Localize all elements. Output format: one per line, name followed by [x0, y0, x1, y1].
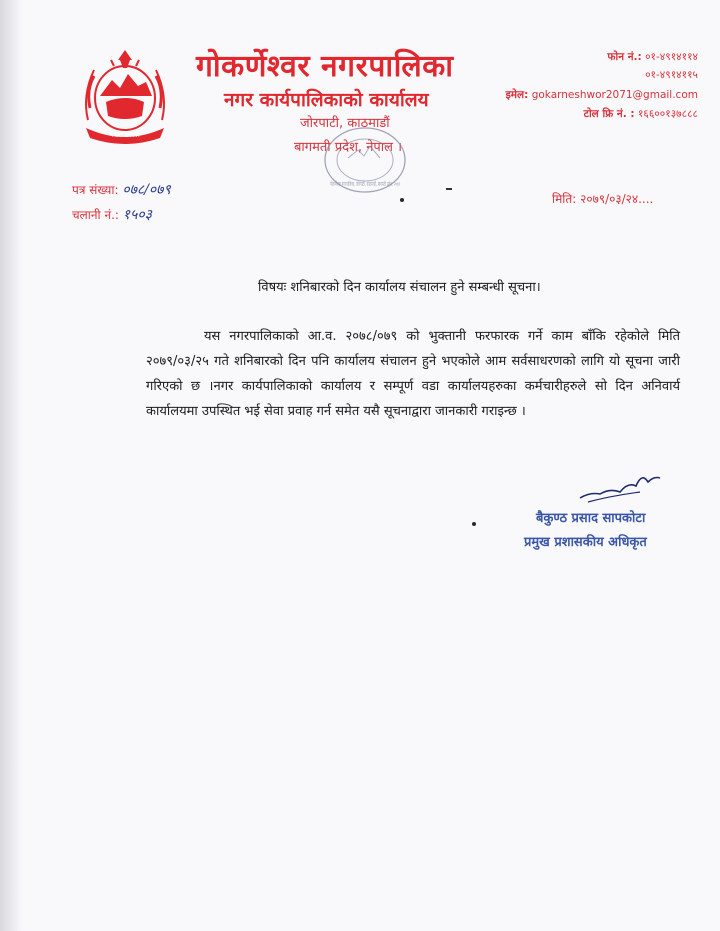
letter-date [552, 190, 653, 207]
signatory-title: प्रमुख प्रशासकीय अधिकृत [524, 535, 647, 550]
date-value: २०७९/०३/२४.... [580, 192, 654, 206]
phone-number-2: ०१-४९१४११५ [645, 69, 698, 81]
phone-row-1 [607, 50, 698, 64]
email-label: इमेल: [505, 89, 529, 101]
email-row [506, 88, 698, 102]
nepal-emblem-icon [72, 46, 178, 146]
tollfree-number: १६६००१३७८८८ [637, 108, 698, 120]
stamp-text: गोकर्णेश्वर नगरपालिका, जोरपाटी, काठमाडौं, बागमती प्रदेश, २०७१ [330, 181, 475, 188]
chalani-label: चलानी नं.: [72, 208, 119, 222]
mark-dot [400, 198, 404, 202]
phone-row-2 [645, 68, 698, 82]
letter-body: यस नगरपालिकाको आ.व. २०७८/०७९ को भुक्तानी फरफारक गर्ने काम बाँकि रहेकोले मिति २०७९/०३/२५ गते शनिबारको दिन पनि कार्यालय संचालन हुने भएकोले आम सर्वसाधरणको लागि यो सूचना जारी गरिएको छ ।नगर कार्यपालिकाको कार्यालय र सम्पूर्ण वडा कार्यालयहरुका कर्मचारीहरुले सो दिन अनिवार्य कार्यालयमा उपस्थित भई सेवा प्रवाह गर्न समेत यसै सूचनाद्वारा जानकारी गराइन्छ । [146, 329, 680, 419]
chalani-value: १५०३ [122, 207, 152, 223]
phone-number-1: ०१-४९१४११४ [645, 51, 698, 63]
letter-subject: विषयः शनिबारको दिन कार्यालय संचालन हुने सम्बन्धी सूचना। [258, 280, 541, 295]
municipality-title: गोकर्णेश्वर नगरपालिका [196, 49, 454, 84]
address-line-1: जोरपाटी, काठमाडौं [300, 116, 390, 131]
chalani-number [72, 205, 152, 224]
date-label: मिति: [552, 192, 577, 206]
page-edge-shadow [0, 0, 22, 931]
mark-dot-2 [472, 522, 476, 526]
phone-label: फोन नं.: [607, 51, 642, 63]
signatory-name: बैकुण्ठ प्रसाद सापकोटा [536, 511, 646, 526]
tollfree-label: टोल फ्रि नं. : [583, 108, 635, 120]
signature-icon [570, 462, 666, 512]
patra-label: पत्र संख्या: [72, 183, 119, 197]
office-subtitle: नगर कार्यपालिकाको कार्यालय [224, 89, 429, 111]
mark-dash [446, 188, 452, 190]
patra-sankhya [72, 180, 171, 199]
patra-value: ०७८/०७९ [122, 182, 171, 198]
tollfree-row [584, 107, 698, 121]
email-address: gokarneshwor2071@gmail.com [531, 89, 698, 101]
emblem-banner-text: नेपाल सरकार [110, 132, 140, 139]
address-line-2: बागमती प्रदेश, नेपाल । [294, 140, 403, 155]
office-stamp-icon [318, 122, 475, 197]
